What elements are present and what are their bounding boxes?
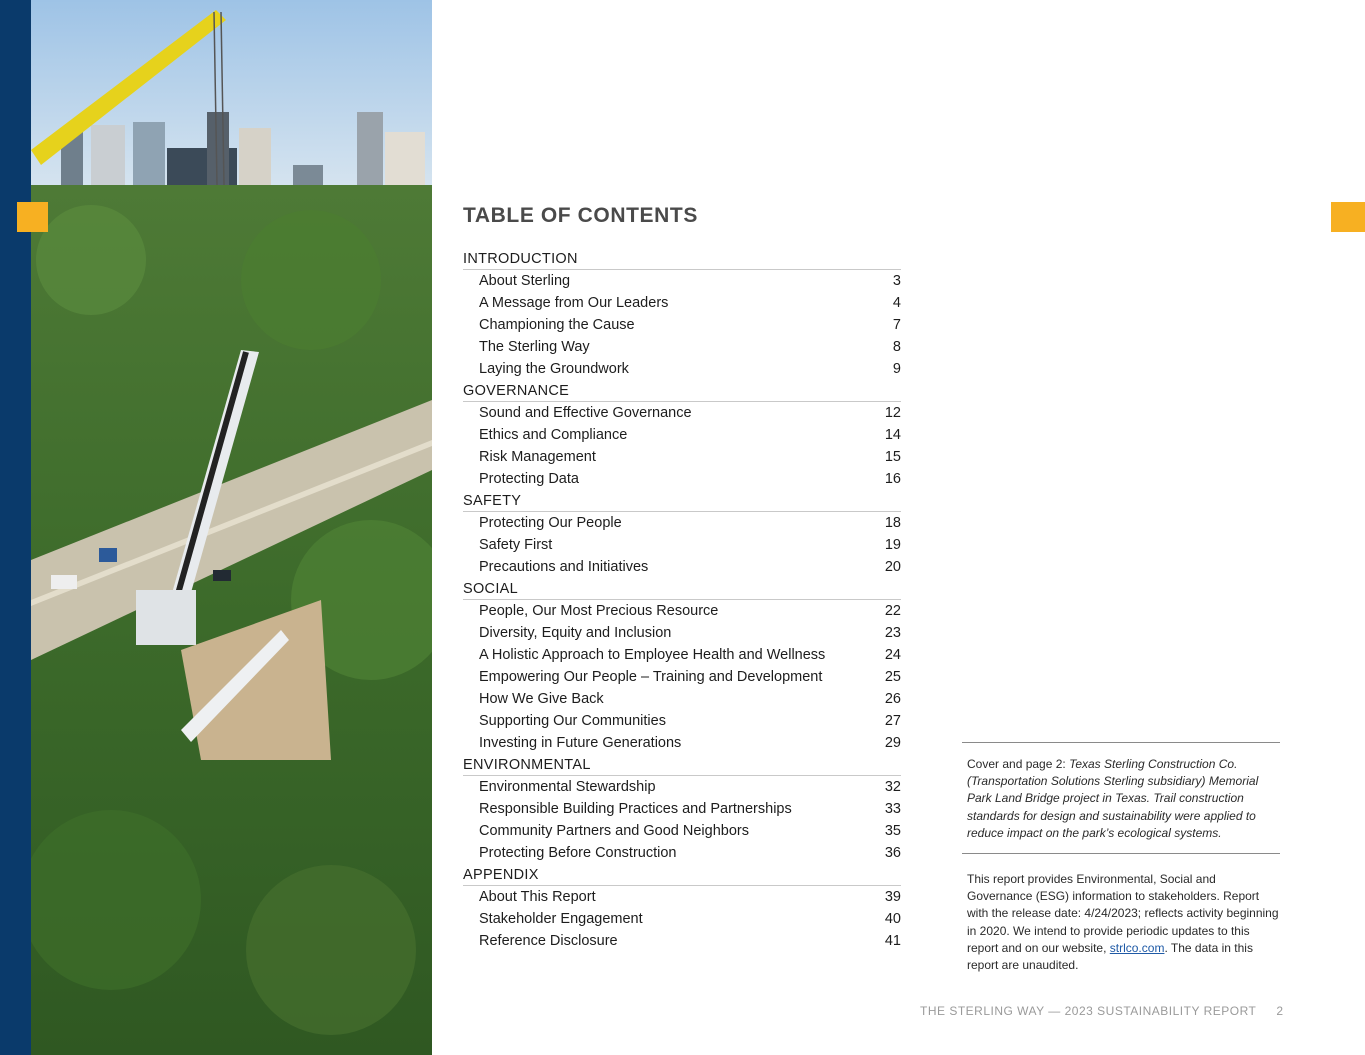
toc-entry-label: Community Partners and Good Neighbors	[479, 823, 749, 839]
toc-entry[interactable]	[463, 710, 901, 732]
toc-entry-page: 20	[884, 559, 901, 575]
toc-entry-page: 33	[884, 801, 901, 817]
toc-section-heading: ENVIRONMENTAL	[463, 754, 901, 776]
toc-entry-page: 27	[884, 713, 901, 729]
toc-entry[interactable]	[463, 908, 901, 930]
toc-entry-label: How We Give Back	[479, 691, 604, 707]
page-footer	[920, 1004, 1284, 1018]
page-number: 2	[1276, 1004, 1284, 1018]
toc-entry-page: 41	[884, 933, 901, 949]
photo-caption	[967, 756, 1279, 842]
yellow-tab-right	[1331, 202, 1365, 232]
toc-entry[interactable]	[463, 424, 901, 446]
toc-entry[interactable]	[463, 732, 901, 754]
toc-entry-page: 39	[884, 889, 901, 905]
toc-entry[interactable]	[463, 556, 901, 578]
toc-entry-page: 40	[884, 911, 901, 927]
toc-entry-label: Championing the Cause	[479, 317, 635, 333]
toc-entry-label: Diversity, Equity and Inclusion	[479, 625, 672, 641]
toc-entry-page: 7	[892, 317, 901, 333]
toc-entry[interactable]	[463, 666, 901, 688]
toc-entry[interactable]	[463, 402, 901, 424]
toc-entry-label: Environmental Stewardship	[479, 779, 656, 795]
report-note-punct: .	[1164, 940, 1168, 955]
caption-text: Texas Sterling Construction Co. (Transportation Solutions Sterling subsidiary) Memorial Park Land Bridge project in Texas. Trail construction standards for design and sustainability were applied to reduce impact on the park’s ecological systems.	[967, 757, 1259, 840]
toc-entry-page: 36	[884, 845, 901, 861]
toc-entry-page: 23	[884, 625, 901, 641]
toc-entry[interactable]	[463, 446, 901, 468]
footer-title: THE STERLING WAY — 2023 SUSTAINABILITY REPORT	[920, 1004, 1257, 1018]
toc-section-heading: APPENDIX	[463, 864, 901, 886]
toc-entry[interactable]	[463, 270, 901, 292]
report-note	[967, 871, 1279, 974]
toc-entry-page: 9	[892, 361, 901, 377]
toc-entry[interactable]	[463, 622, 901, 644]
toc-entry-label: Risk Management	[479, 449, 596, 465]
toc-entry[interactable]	[463, 886, 901, 908]
toc-entry-page: 24	[884, 647, 901, 663]
toc-entry-page: 16	[884, 471, 901, 487]
toc-entry[interactable]	[463, 512, 901, 534]
toc-entry-page: 4	[892, 295, 901, 311]
toc-entry-page: 35	[884, 823, 901, 839]
toc-entry-page: 22	[884, 603, 901, 619]
toc-entry-page: 15	[884, 449, 901, 465]
toc-section-heading: SOCIAL	[463, 578, 901, 600]
toc-entry[interactable]	[463, 314, 901, 336]
toc-entry-label: Investing in Future Generations	[479, 735, 682, 751]
toc-entry[interactable]	[463, 292, 901, 314]
toc-entry-page: 8	[892, 339, 901, 355]
toc-entry-page: 18	[884, 515, 901, 531]
toc-entry-page: 12	[884, 405, 901, 421]
toc-entry-label: Safety First	[479, 537, 553, 553]
toc-entry-label: People, Our Most Precious Resource	[479, 603, 719, 619]
divider	[962, 853, 1280, 854]
report-note-tail: The data in this report are unaudited.	[967, 940, 1253, 973]
toc-entry-label: Protecting Data	[479, 471, 579, 487]
toc-entry-page: 26	[884, 691, 901, 707]
toc-entry-page: 3	[892, 273, 901, 289]
toc-entry-label: Supporting Our Communities	[479, 713, 666, 729]
toc-entry-page: 29	[884, 735, 901, 751]
toc-entry[interactable]	[463, 798, 901, 820]
toc-entry[interactable]	[463, 644, 901, 666]
toc-entry-label: Responsible Building Practices and Partnerships	[479, 801, 792, 817]
toc-entry-label: Precautions and Initiatives	[479, 559, 649, 575]
website-link[interactable]: strlco.com	[1109, 940, 1165, 955]
left-color-bar	[0, 0, 31, 1055]
cover-photo	[31, 0, 432, 1055]
toc-entry-label: A Message from Our Leaders	[479, 295, 669, 311]
toc-entry-label: Stakeholder Engagement	[479, 911, 643, 927]
toc-entry[interactable]	[463, 336, 901, 358]
toc-entry-page: 25	[884, 669, 901, 685]
toc-entry[interactable]	[463, 468, 901, 490]
toc-section-heading: GOVERNANCE	[463, 380, 901, 402]
toc-entry[interactable]	[463, 358, 901, 380]
toc-entry-label: Sound and Effective Governance	[479, 405, 692, 421]
toc-entry-label: Ethics and Compliance	[479, 427, 628, 443]
toc-entry-label: Protecting Before Construction	[479, 845, 677, 861]
toc-entry-label: Empowering Our People – Training and Development	[479, 669, 823, 685]
toc-entry-label: Laying the Groundwork	[479, 361, 629, 377]
toc-entry[interactable]	[463, 688, 901, 710]
caption-label: Cover and page 2:	[967, 757, 1066, 771]
toc-entry[interactable]	[463, 842, 901, 864]
toc-entry-page: 14	[884, 427, 901, 443]
toc-entry-label: About This Report	[479, 889, 596, 905]
yellow-tab-left	[17, 202, 48, 232]
toc-entry-label: About Sterling	[479, 273, 571, 289]
toc-entry-label: Protecting Our People	[479, 515, 622, 531]
toc-entry[interactable]	[463, 534, 901, 556]
toc-entry-page: 19	[884, 537, 901, 553]
report-note-text: This report provides Environmental, Social and Governance (ESG) information to stakeholders. Report with the release date: 4/24/2023; reflects activity beginning in 2020. We intend to provide periodic updates to this report and on our website,	[967, 872, 1279, 955]
toc-entry-label: Reference Disclosure	[479, 933, 618, 949]
toc-entry-label: The Sterling Way	[479, 339, 590, 355]
toc-entry[interactable]	[463, 930, 901, 952]
toc-entry[interactable]	[463, 600, 901, 622]
page-title: TABLE OF CONTENTS	[463, 204, 698, 227]
toc-section-heading: INTRODUCTION	[463, 248, 901, 270]
divider	[962, 742, 1280, 743]
toc-entry[interactable]	[463, 776, 901, 798]
toc-entry-page: 32	[884, 779, 901, 795]
toc-section-heading: SAFETY	[463, 490, 901, 512]
toc-entry-label: A Holistic Approach to Employee Health and Wellness	[479, 647, 826, 663]
table-of-contents	[463, 248, 901, 952]
toc-entry[interactable]	[463, 820, 901, 842]
